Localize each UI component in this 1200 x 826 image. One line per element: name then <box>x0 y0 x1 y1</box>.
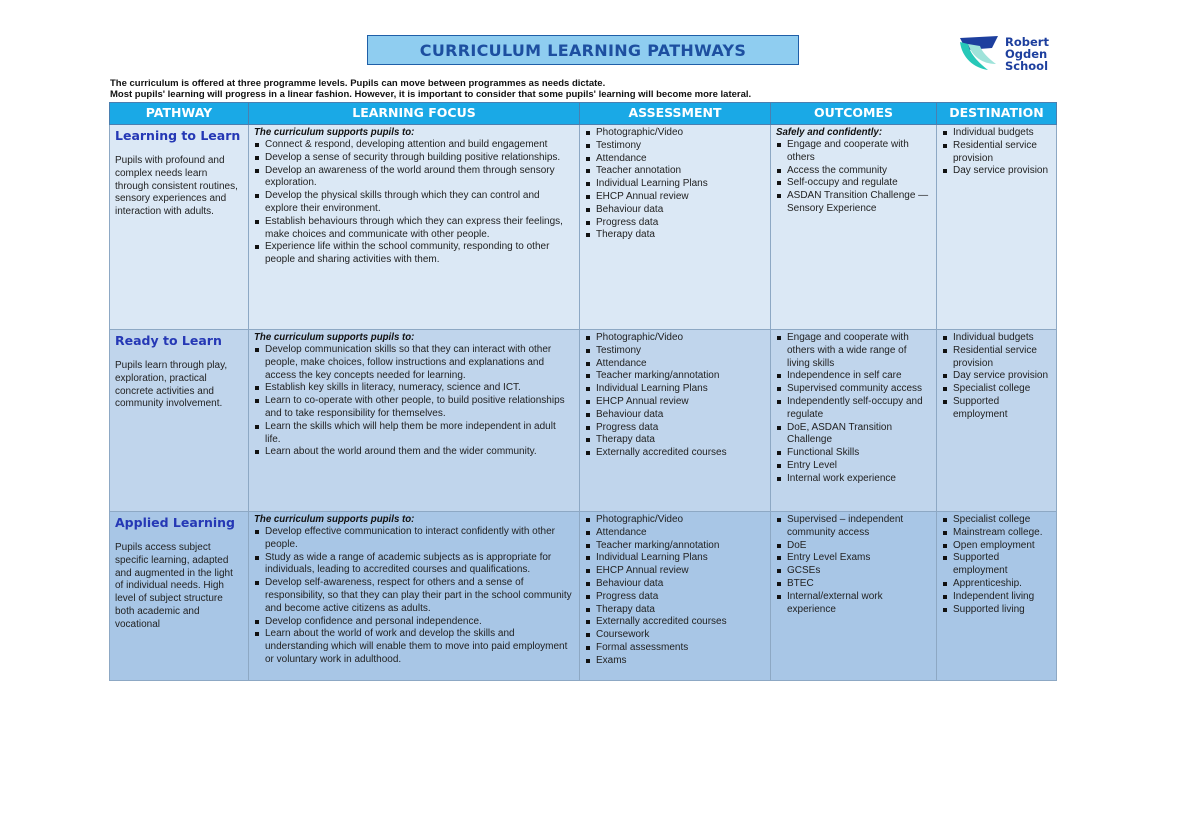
list-item: Formal assessments <box>585 642 765 655</box>
list-item: Photographic/Video <box>585 127 765 140</box>
list-item: Engage and cooperate with others <box>776 139 931 165</box>
list-item: Individual Learning Plans <box>585 552 765 565</box>
assessment-list <box>585 127 765 242</box>
list-item: Coursework <box>585 629 765 642</box>
list-item: Develop self-awareness, respect for others and a sense of responsibility, so that they can play their part in the school community and become active citizens as adults. <box>254 577 574 615</box>
list-item: Develop the physical skills through which they can control and explore their environment. <box>254 190 574 216</box>
destination-list <box>942 514 1051 616</box>
list-item: Testimony <box>585 140 765 153</box>
learning-focus-cell <box>249 330 580 512</box>
list-item: Internal work experience <box>776 473 931 486</box>
school-crest-icon <box>958 34 1002 74</box>
list-item: Attendance <box>585 527 765 540</box>
list-item: Supervised community access <box>776 383 931 396</box>
list-item: Develop confidence and personal independence. <box>254 616 574 629</box>
list-item: Residential service provision <box>942 345 1051 371</box>
list-item: Residential service provision <box>942 140 1051 166</box>
focus-list <box>254 344 574 459</box>
pathway-description: Pupils with profound and complex needs learn through consistent routines, sensory experiences and interaction with adults. <box>115 155 238 218</box>
pathway-name: Applied Learning <box>115 515 235 530</box>
table-row <box>110 125 1057 330</box>
destination-list <box>942 127 1051 178</box>
list-item: Testimony <box>585 345 765 358</box>
list-item: Supported living <box>942 604 1051 617</box>
list-item: Specialist college <box>942 514 1051 527</box>
destination-cell <box>937 330 1057 512</box>
pathway-name: Ready to Learn <box>115 333 222 348</box>
focus-intro: The curriculum supports pupils to: <box>254 332 415 343</box>
focus-intro: The curriculum supports pupils to: <box>254 127 415 138</box>
table-header-row <box>110 103 1057 125</box>
outcomes-list <box>776 139 931 216</box>
list-item: Independently self-occupy and regulate <box>776 396 931 422</box>
focus-list <box>254 139 574 267</box>
list-item: Progress data <box>585 591 765 604</box>
list-item: Engage and cooperate with others with a wide range of living skills <box>776 332 931 370</box>
assessment-list <box>585 332 765 460</box>
list-item: Entry Level <box>776 460 931 473</box>
list-item: Progress data <box>585 217 765 230</box>
header-assessment: ASSESSMENT <box>580 103 771 125</box>
list-item: GCSEs <box>776 565 931 578</box>
list-item: Develop effective communication to interact confidently with other people. <box>254 526 574 552</box>
intro-line-2: Most pupils' learning will progress in a linear fashion. However, it is important to consider that some pupils' learning will become more lateral. <box>110 89 752 100</box>
logo-line-1: Robert <box>1005 35 1049 49</box>
pathway-cell <box>110 125 249 330</box>
list-item: BTEC <box>776 578 931 591</box>
list-item: Externally accredited courses <box>585 447 765 460</box>
list-item: Teacher marking/annotation <box>585 370 765 383</box>
list-item: Day service provision <box>942 165 1051 178</box>
list-item: Learn the skills which will help them be more independent in adult life. <box>254 421 574 447</box>
list-item: Develop communication skills so that they can interact with other people, make choices, follow instructions and explanations and access the key concepts needed for learning. <box>254 344 574 382</box>
list-item: Therapy data <box>585 434 765 447</box>
list-item: Externally accredited courses <box>585 616 765 629</box>
assessment-cell <box>580 330 771 512</box>
list-item: Individual budgets <box>942 127 1051 140</box>
list-item: Independence in self care <box>776 370 931 383</box>
list-item: Behaviour data <box>585 409 765 422</box>
list-item: Apprenticeship. <box>942 578 1051 591</box>
list-item: Attendance <box>585 358 765 371</box>
list-item: Individual Learning Plans <box>585 178 765 191</box>
learning-focus-cell <box>249 512 580 681</box>
outcomes-intro: Safely and confidently: <box>776 127 883 138</box>
destination-cell <box>937 125 1057 330</box>
list-item: Behaviour data <box>585 204 765 217</box>
pathway-description: Pupils access subject specific learning, adapted and augmented in the light of individual needs. High level of subject structure both academic and vocational <box>115 542 233 630</box>
outcomes-list <box>776 514 931 616</box>
list-item: EHCP Annual review <box>585 565 765 578</box>
list-item: Photographic/Video <box>585 332 765 345</box>
list-item: Functional Skills <box>776 447 931 460</box>
pathways-table <box>109 102 1057 681</box>
list-item: DoE <box>776 540 931 553</box>
pathway-cell <box>110 330 249 512</box>
list-item: Learn about the world around them and the wider community. <box>254 446 574 459</box>
pathway-description: Pupils learn through play, exploration, practical concrete activities and community involvement. <box>115 360 228 410</box>
list-item: Individual Learning Plans <box>585 383 765 396</box>
logo-line-3: School <box>1005 59 1049 73</box>
list-item: Access the community <box>776 165 931 178</box>
list-item: Mainstream college. <box>942 527 1051 540</box>
intro-text <box>110 78 1060 100</box>
list-item: Open employment <box>942 540 1051 553</box>
destination-list <box>942 332 1051 422</box>
header-destination: DESTINATION <box>937 103 1057 125</box>
learning-focus-cell <box>249 125 580 330</box>
outcomes-list <box>776 332 931 486</box>
list-item: Establish key skills in literacy, numeracy, science and ICT. <box>254 382 574 395</box>
list-item: Teacher marking/annotation <box>585 540 765 553</box>
list-item: Learn about the world of work and develop the skills and understanding which will enable them to move into paid employment or voluntary work in adulthood. <box>254 628 574 666</box>
list-item: Experience life within the school community, responding to other people and sharing activities with them. <box>254 241 574 267</box>
pathway-cell <box>110 512 249 681</box>
outcomes-cell <box>771 125 937 330</box>
list-item: Supervised – independent community access <box>776 514 931 540</box>
list-item: Day service provision <box>942 370 1051 383</box>
list-item: Teacher annotation <box>585 165 765 178</box>
list-item: Photographic/Video <box>585 514 765 527</box>
outcomes-cell <box>771 330 937 512</box>
list-item: Study as wide a range of academic subjects as is appropriate for individuals, leading to accredited courses and qualifications. <box>254 552 574 578</box>
destination-cell <box>937 512 1057 681</box>
list-item: Establish behaviours through which they can express their feelings, make choices and communicate with other people. <box>254 216 574 242</box>
logo-line-2: Ogden <box>1005 47 1048 61</box>
list-item: Entry Level Exams <box>776 552 931 565</box>
list-item: ASDAN Transition Challenge — Sensory Experience <box>776 190 931 216</box>
list-item: Self-occupy and regulate <box>776 177 931 190</box>
assessment-list <box>585 514 765 668</box>
list-item: EHCP Annual review <box>585 191 765 204</box>
page-title: CURRICULUM LEARNING PATHWAYS <box>367 35 799 65</box>
list-item: EHCP Annual review <box>585 396 765 409</box>
assessment-cell <box>580 125 771 330</box>
list-item: Develop an awareness of the world around them through sensory exploration. <box>254 165 574 191</box>
header-pathway: PATHWAY <box>110 103 249 125</box>
header-outcomes: OUTCOMES <box>771 103 937 125</box>
list-item: Internal/external work experience <box>776 591 931 617</box>
intro-line-1: The curriculum is offered at three programme levels. Pupils can move between programmes as needs dictate. <box>110 78 606 89</box>
list-item: Behaviour data <box>585 578 765 591</box>
list-item: Connect & respond, developing attention and build engagement <box>254 139 574 152</box>
list-item: Develop a sense of security through building positive relationships. <box>254 152 574 165</box>
outcomes-cell <box>771 512 937 681</box>
table-row <box>110 512 1057 681</box>
focus-list <box>254 526 574 667</box>
list-item: Individual budgets <box>942 332 1051 345</box>
list-item: Supported employment <box>942 552 1051 578</box>
pathway-name: Learning to Learn <box>115 128 241 143</box>
list-item: Exams <box>585 655 765 668</box>
focus-intro: The curriculum supports pupils to: <box>254 514 415 525</box>
list-item: Learn to co-operate with other people, to build positive relationships and to take responsibility for themselves. <box>254 395 574 421</box>
list-item: Supported employment <box>942 396 1051 422</box>
table-row <box>110 330 1057 512</box>
logo-wordmark <box>1005 36 1049 72</box>
header-learning-focus: LEARNING FOCUS <box>249 103 580 125</box>
list-item: Therapy data <box>585 229 765 242</box>
list-item: Independent living <box>942 591 1051 604</box>
list-item: Progress data <box>585 422 765 435</box>
list-item: Attendance <box>585 153 765 166</box>
list-item: Specialist college <box>942 383 1051 396</box>
assessment-cell <box>580 512 771 681</box>
list-item: Therapy data <box>585 604 765 617</box>
school-logo <box>958 34 1068 74</box>
list-item: DoE, ASDAN Transition Challenge <box>776 422 931 448</box>
